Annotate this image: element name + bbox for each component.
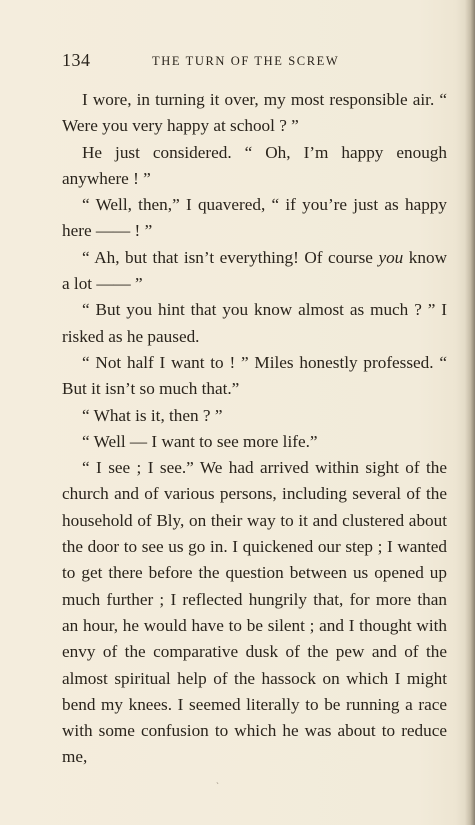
body-text (62, 87, 447, 771)
paragraph-1: I wore, in turning it over, my most responsible air. “ Were you very happy at school ? ” (62, 90, 447, 136)
paragraph-9: “ I see ; I see.” We had arrived within sight of the church and of various persons, including several of the household of Bly, on their way to it and clustered about the door to see us go in. I quickened our step ; I wanted to get there before the question between us opened up much further ; I reflected hungrily that, for more than an hour, he would have to be silent ; and I thought with envy of the comparative dusk of the pew and of the almost spiritual help of the hassock on which I might bend my knees. I seemed literally to be running a race with some confusion to which he was about to reduce me, (62, 458, 447, 767)
page-header (62, 50, 450, 74)
page-number: 134 (62, 50, 91, 70)
emphasis-you: you (378, 247, 404, 267)
page-speck: ˎ (216, 774, 219, 784)
paragraph-8: “ Well — I want to see more life.” (82, 431, 318, 451)
paragraph-5: “ But you hint that you know almost as much ? ” I risked as he paused. (62, 300, 447, 346)
page-binding-shadow (465, 0, 475, 825)
paragraph-7: “ What is it, then ? ” (82, 405, 223, 425)
paragraph-4: “ Ah, but that isn’t everything! Of course you know a lot —— ” (62, 247, 447, 294)
paragraph-3: “ Well, then,” I quavered, “ if you’re just as happy here —— ! ” (62, 195, 447, 241)
running-title: THE TURN OF THE SCREW (152, 54, 340, 68)
paragraph-6: “ Not half I want to ! ” Miles honestly professed. “ But it isn’t so much that.” (62, 352, 447, 399)
paragraph-2: He just considered. “ Oh, I’m happy enough anywhere ! ” (62, 142, 447, 188)
